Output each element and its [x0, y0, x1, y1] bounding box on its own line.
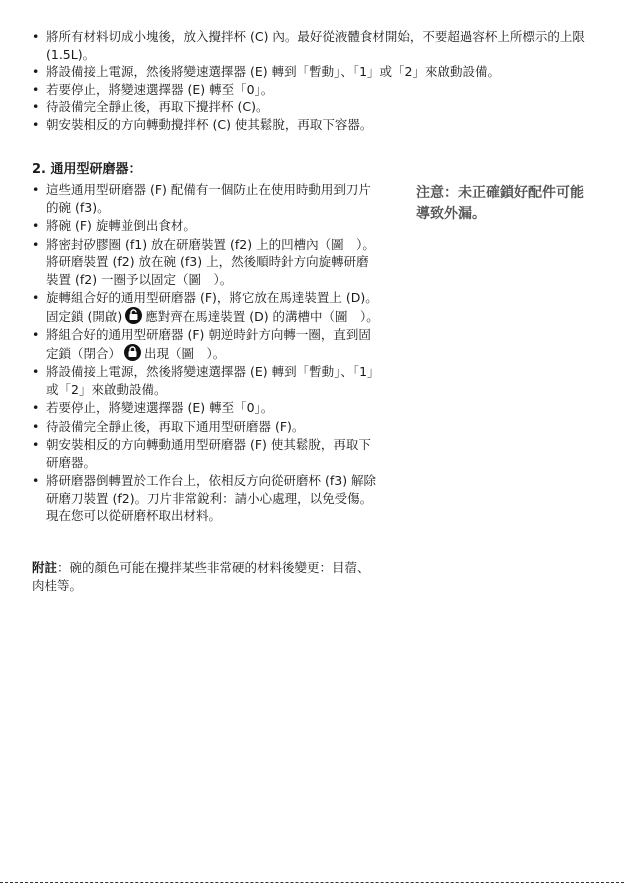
grinder-steps-list	[32, 181, 380, 526]
section-title: 2. 通用型研磨器：	[32, 162, 142, 177]
list-item: • 若要停止，將變速選擇器 (E) 轉至「0」。	[32, 399, 380, 417]
list-item: • 待設備完全靜止後，再取下通用型研磨器 (F)。	[32, 418, 380, 436]
list-item: • 將設備接上電源，然後將變速選擇器 (E) 轉到「暫動」、「1」或「2」來啟動設備。	[32, 63, 592, 81]
blender-steps-list	[32, 28, 592, 133]
list-item: • 將密封矽膠圈 (f1) 放在研磨裝置 (f2) 上的凹槽內（圖 ）。將研磨裝置 (f2) 放在碗 (f3) 上，然後順時針方向旋轉研磨裝置 (f2) 一圈予以固定（圖 ）。	[32, 236, 380, 289]
list-item: • 將研磨器倒轉置於工作台上，依相反方向從研磨杯 (f3) 解除研磨刀裝置 (f2)。刀片非常銳利：請小心處理，以免受傷。現在您可以從研磨杯取出材料。	[32, 472, 380, 525]
warning-callout: 注意：未正確鎖好配件可能導致外漏。	[416, 185, 584, 222]
note-text: ：碗的顏色可能在攪拌某些非常硬的材料後變更：目蓿、肉桂等。	[32, 560, 370, 593]
list-item-text: 應對齊在馬達裝置 (D) 的溝槽中（圖 ）。	[145, 308, 379, 324]
list-item: • 將所有材料切成小塊後，放入攪拌杯 (C) 內。最好從液體食材開始，不要超過容杯上所標示的上限 (1.5L)。	[32, 28, 592, 63]
note-label: 附註	[32, 560, 58, 575]
page-divider	[0, 882, 624, 883]
list-item: • 朝安裝相反的方向轉動攪拌杯 (C) 使其鬆脫，再取下容器。	[32, 116, 592, 134]
lock-open-icon	[125, 307, 142, 324]
list-item: • 朝安裝相反的方向轉動通用型研磨器 (F) 使其鬆脫，再取下研磨器。	[32, 436, 380, 471]
list-item	[32, 289, 380, 325]
list-item-text: 旋轉組合好的通用型研磨器 (F)，將它放在馬達裝置上 (D)。固定鎖 (開啟)	[46, 290, 378, 324]
lock-closed-icon	[124, 344, 141, 361]
list-item: • 將碗 (F) 旋轉並倒出食材。	[32, 217, 380, 235]
list-item-text: 將組合好的通用型研磨器 (F) 朝逆時針方向轉一圈，直到固定鎖（閉合）	[46, 327, 371, 361]
list-item	[32, 326, 380, 362]
list-item-text: 出現（圖 ）。	[144, 345, 226, 361]
list-item: • 將設備接上電源，然後將變速選擇器 (E) 轉到「暫動」、「1」或「2」來啟動設備。	[32, 363, 380, 398]
list-item: • 這些通用型研磨器 (F) 配備有一個防止在使用時動用到刀片的碗 (f3)。	[32, 181, 380, 216]
note	[32, 559, 380, 594]
list-item: • 待設備完全靜止後，再取下攪拌杯 (C)。	[32, 98, 592, 116]
list-item: • 若要停止，將變速選擇器 (E) 轉至「0」。	[32, 81, 592, 99]
